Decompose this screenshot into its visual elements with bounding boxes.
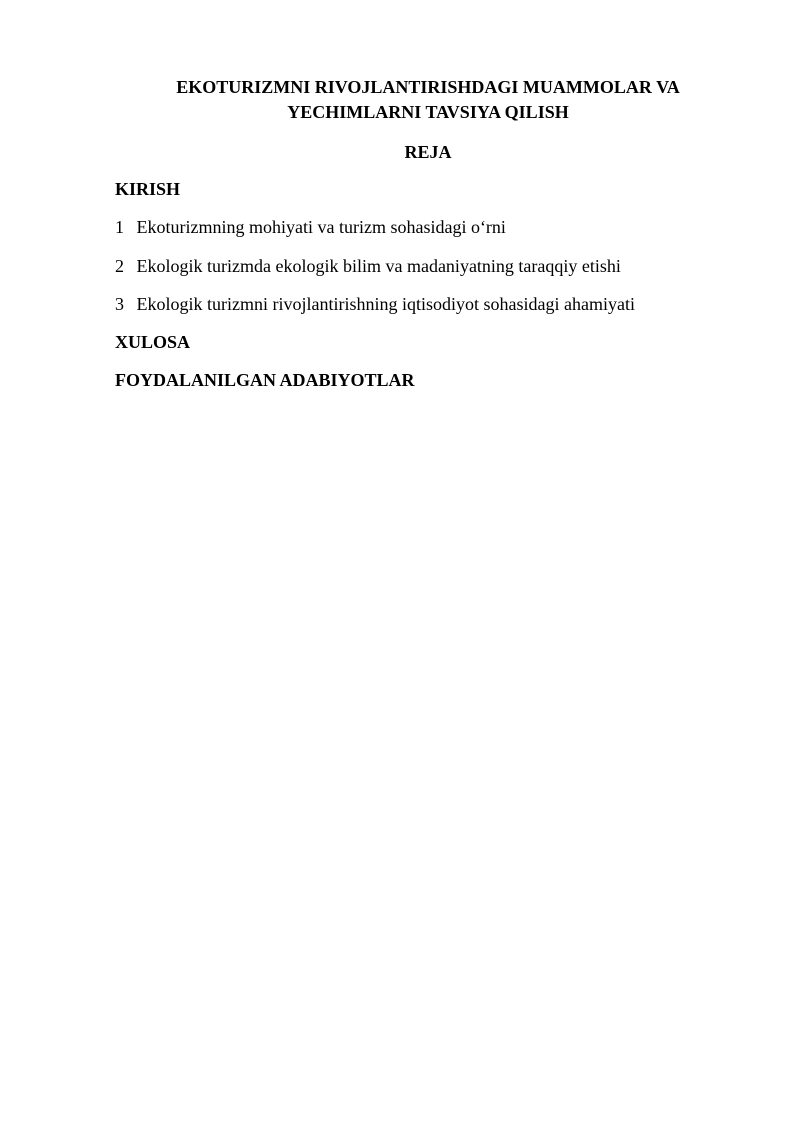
- plan-heading: REJA: [404, 142, 452, 162]
- title-line-1: EKOTURIZMNI RIVOJLANTIRISHDAGI MUAMMOLAR VA: [176, 77, 680, 97]
- toc-item-text: Ekoturizmning mohiyati va turizm sohasidagi o‘rni: [136, 217, 506, 238]
- toc-item-text: Ekologik turizmda ekologik bilim va madaniyatning taraqqiy etishi: [136, 255, 621, 276]
- title-line-2: YECHIMLARNI TAVSIYA QILISH: [287, 102, 569, 122]
- toc-item-text: Ekologik turizmni rivojlantirishning iqtisodiyot sohasidagi ahamiyati: [136, 293, 635, 314]
- toc-item-2: [115, 255, 755, 277]
- toc-references: FOYDALANILGAN ADABIYOTLAR: [115, 370, 415, 391]
- toc-item-3: [115, 293, 755, 315]
- toc-item-number: 2: [115, 255, 124, 276]
- toc-item-number: 1: [115, 217, 124, 238]
- toc-conclusion: XULOSA: [115, 332, 191, 353]
- toc-item-1: [115, 216, 755, 238]
- document-title: [110, 75, 746, 125]
- table-of-contents: [115, 178, 755, 408]
- toc-intro: KIRISH: [115, 179, 181, 199]
- toc-item-number: 3: [115, 293, 124, 314]
